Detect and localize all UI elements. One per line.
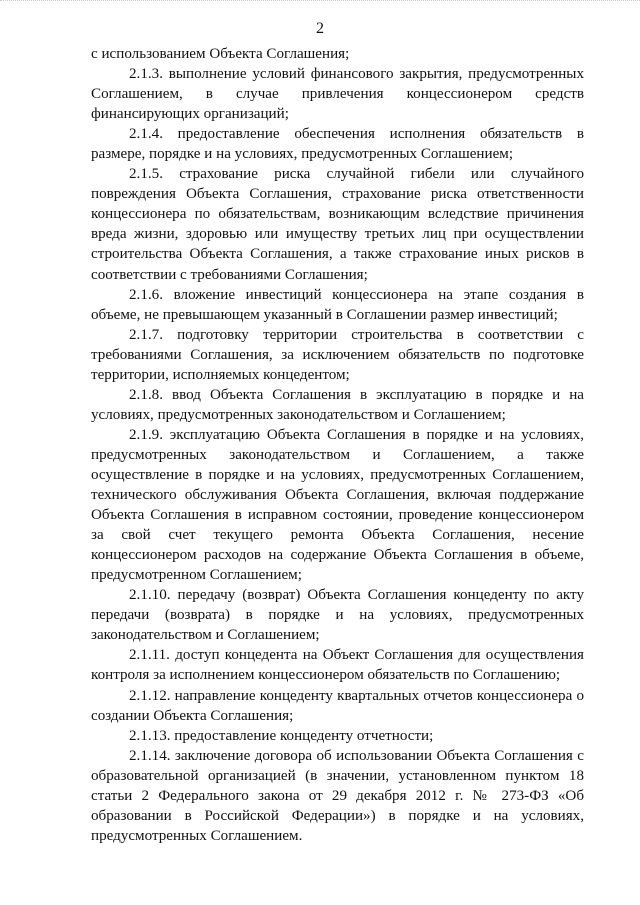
paragraph-2-1-5: 2.1.5. страхование риска случайной гибели или случайного повреждения Объекта Соглашения, страхование риска ответственности концессионера по обязательствам, возникающим вследствие причинения вреда жизни, здоровью или имуществу третьих лиц при осуществлении строительства Объекта Соглашения, а также страхование иных рисков в соответствии с требованиями Соглашения; — [91, 166, 584, 283]
paragraph-2-1-7: 2.1.7. подготовку территории строительства в соответствии с требованиями Соглашения, за исключением обязательств по подготовке территории, исполняемых концедентом; — [91, 326, 584, 383]
paragraph-2-1-12: 2.1.12. направление концеденту квартальных отчетов концессионера о создании Объекта Соглашения; — [91, 687, 584, 724]
paragraph-2-1-10: 2.1.10. передачу (возврат) Объекта Соглашения концеденту по акту передачи (возврата) в порядке и на условиях, предусмотренных законодательством и Соглашением; — [91, 587, 584, 644]
paragraph-2-1-11: 2.1.11. доступ концедента на Объект Соглашения для осуществления контроля за исполнением концессионером обязательств по Соглашению; — [91, 647, 584, 684]
paragraph-2-1-13: 2.1.13. предоставление концеденту отчетности; — [129, 727, 434, 744]
paragraph-2-1-8: 2.1.8. ввод Объекта Соглашения в эксплуатацию в порядке и на условиях, предусмотренных законодательством и Соглашением; — [91, 386, 584, 423]
paragraph-2-1-6: 2.1.6. вложение инвестиций концессионера на этапе создания в объеме, не превышающем указанный в Соглашении размер инвестиций; — [91, 286, 584, 323]
scan-top-edge — [0, 0, 640, 7]
paragraph-2-1-14: 2.1.14. заключение договора об использовании Объекта Соглашения с образовательной организацией (в значении, установленном пунктом 18 статьи 2 Федерального закона от 29 декабря 2012 г. № 273-ФЗ «Об образовании в Российской Федерации») в порядке и на условиях, предусмотренных Соглашением. — [91, 747, 584, 844]
paragraph-2-1-3: 2.1.3. выполнение условий финансового закрытия, предусмотренных Соглашением, в случае привлечения концессионером средств финансирующих организаций; — [91, 66, 584, 123]
page-number: 2 — [316, 20, 324, 37]
paragraph-2-1-9: 2.1.9. эксплуатацию Объекта Соглашения в порядке и на условиях, предусмотренных законодательством и Соглашением, а также осуществление в порядке и на условиях, предусмотренных Соглашением, технического обслуживания Объекта Соглашения, включая поддержание Объекта Соглашения в исправном состоянии, проведение концессионером за свой счет текущего ремонта Объекта Соглашения, несение концессионером расходов на содержание Объекта Соглашения в объеме, предусмотренном Соглашением; — [91, 426, 584, 584]
document-body — [91, 44, 584, 846]
paragraph-continuation: с использованием Объекта Соглашения; — [91, 46, 350, 62]
paragraph-2-1-4: 2.1.4. предоставление обеспечения исполнения обязательств в размере, порядке и на условиях, предусмотренных Соглашением; — [91, 126, 584, 163]
